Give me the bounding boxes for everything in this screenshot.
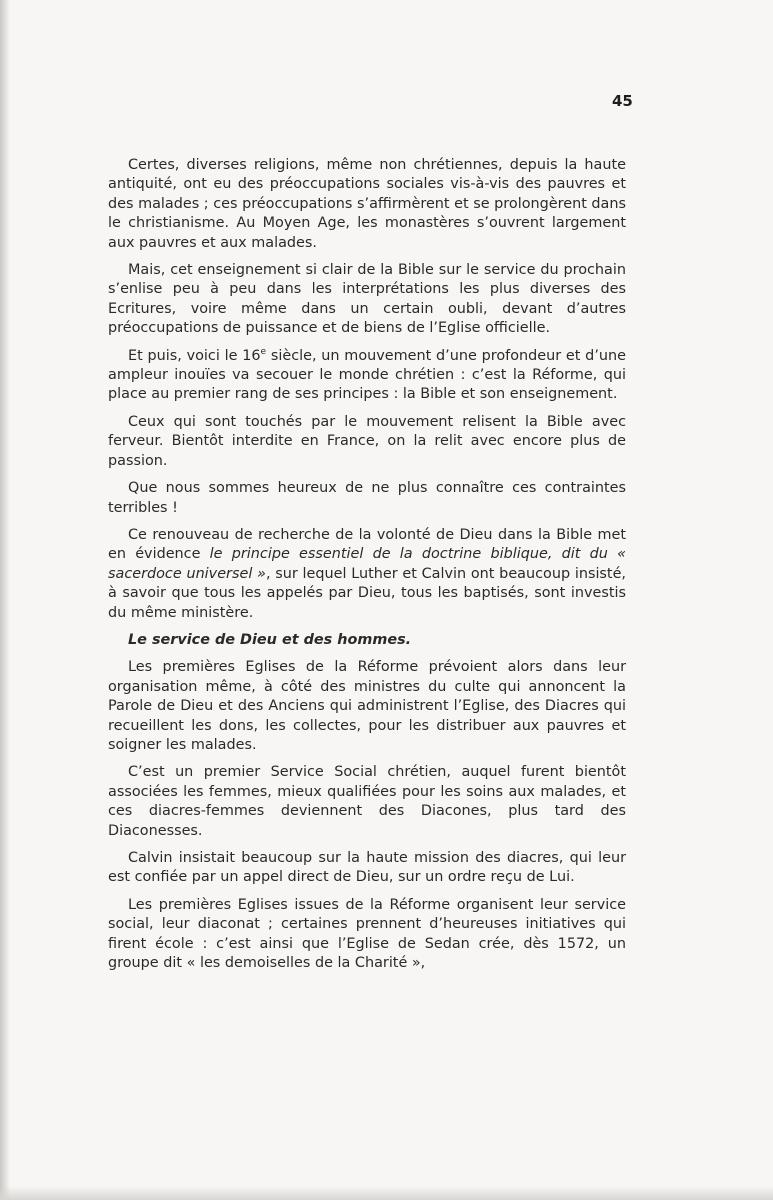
paragraph-text: Et puis, voici le 16 bbox=[128, 347, 261, 364]
paragraph-text: , sur lequel Luther et Calvin ont beaucoup insisté, à savoir que tous les appelés par Dieu, tous les baptisés, sont investis du même ministère. bbox=[108, 565, 627, 621]
page-number: 45 bbox=[612, 92, 633, 110]
paragraph: C’est un premier Service Social chrétien, auquel furent bientôt associées les femmes, mieux qualifiées pour les soins aux malades, et ces diacres-femmes deviennent des Diacones, plus tard des Diaconesses. bbox=[108, 764, 626, 839]
paragraph: Mais, cet enseignement si clair de la Bible sur le service du prochain s’enlise peu à peu dans les interprétations les plus diverses des Ecritures, voire même dans un certain oubli, devant d’autres préoccupations de puissance et de biens de l’Eglise officielle. bbox=[108, 262, 626, 337]
superscript: e bbox=[260, 346, 267, 357]
page-edge-shadow bbox=[0, 0, 10, 1200]
paragraph: Les premières Eglises issues de la Réforme organisent leur service social, leur diaconat ; certaines prennent d’heureuses initiatives qui firent école : c’est ainsi que l’Eglise de Sedan crée, dès 1572, un groupe dit « les demoiselles de la Charité », bbox=[108, 896, 626, 972]
paragraph: Certes, diverses religions, même non chrétiennes, depuis la haute antiquité, ont eu des préoccupations sociales vis-à-vis des pauvres et des malades ; ces préoccupations s’affirmèrent et se prolongèrent dans le christianisme. Au Moyen Age, les monastères s’ouvrent largement aux pauvres et aux malades. bbox=[108, 157, 626, 251]
paragraph bbox=[108, 347, 626, 405]
paragraph-text: siècle, un mouvement d’une profondeur et d’une ampleur inouïes va secouer le monde chrétien : c’est la Réforme, qui place au premier rang de ses principes : la Bible et son enseignement. bbox=[108, 347, 626, 403]
section-subheading: Le service de Dieu et des hommes. bbox=[128, 631, 412, 648]
italic-phrase: le principe essentiel de la doctrine biblique, dit du « sacerdoce universel » bbox=[108, 546, 626, 582]
page-bottom-edge bbox=[0, 1186, 773, 1200]
paragraph: Ceux qui sont touchés par le mouvement relisent la Bible avec ferveur. Bientôt interdite en France, on la relit avec encore plus de passion. bbox=[108, 413, 626, 469]
paragraph: Calvin insistait beaucoup sur la haute mission des diacres, qui leur est confiée par un appel direct de Dieu, sur un ordre reçu de Lui. bbox=[108, 850, 626, 886]
paragraph: Les premières Eglises de la Réforme prévoient alors dans leur organisation même, à côté des ministres du culte qui annoncent la Parole de Dieu et des Anciens qui administrent l’Eglise, des Diacres qui recueillent les dons, les collectes, pour les distribuer aux pauvres et soigner les malades. bbox=[108, 659, 626, 753]
paragraph-text: Ce renouveau de recherche de la volonté de Dieu dans la Bible met en évidence bbox=[108, 526, 626, 563]
paragraph: Que nous sommes heureux de ne plus connaître ces contraintes terribles ! bbox=[108, 480, 626, 516]
body-text bbox=[108, 156, 626, 981]
paragraph bbox=[108, 526, 626, 623]
